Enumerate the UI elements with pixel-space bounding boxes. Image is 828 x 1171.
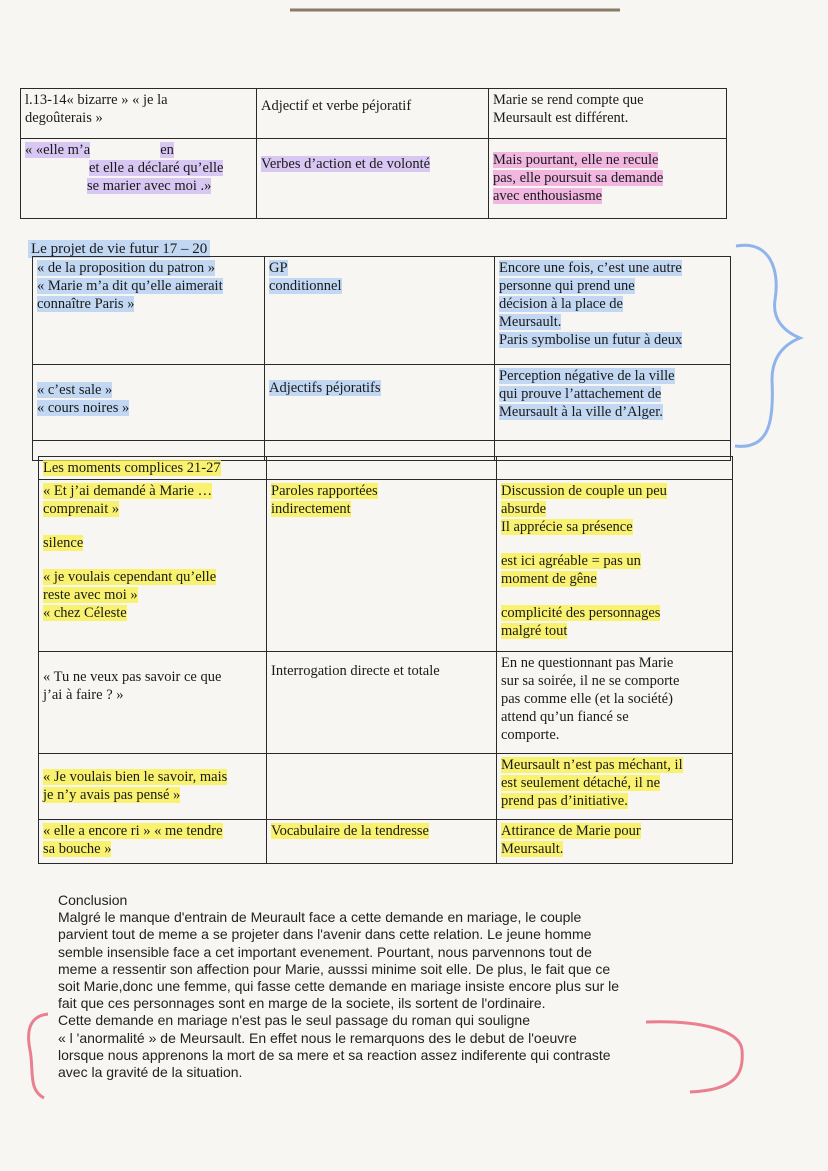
citation-line: comprenait » <box>43 501 120 517</box>
interpretation-line: Il apprécie sa présence <box>501 519 633 535</box>
interpretation-line: Perception négative de la ville <box>499 368 675 384</box>
interpretation-line: En ne questionnant pas Marie <box>501 655 674 671</box>
interpretation-line: est ici agréable = pas un <box>501 553 641 569</box>
procede-text: Interrogation directe et totale <box>271 663 440 679</box>
citation-line: connaître Paris » <box>37 296 135 312</box>
citation-cell <box>33 257 265 365</box>
conclusion-line: meme a ressentir son affection pour Marie, ausssi minime soit elle. De plus, le fait que ce <box>58 960 611 977</box>
citation-line: « Et j’ai demandé à Marie … <box>43 483 213 499</box>
interpretation-line: prend pas d’initiative. <box>501 793 628 809</box>
citation-line: « elle a encore ri » « me tendre <box>43 823 223 839</box>
conclusion-line: semble insensible face a cet important evenement. Pourtant, nous parvennons tout de <box>58 943 592 960</box>
interpretation-line: Meursault. <box>501 841 564 857</box>
procede-cell <box>267 652 497 754</box>
conclusion-line: lorsque nous apprenons la mort de sa mere et sa reaction assez indiferente qui contraste <box>58 1046 611 1063</box>
pink-bracket-left-icon <box>29 1014 48 1098</box>
empty-cell <box>267 457 497 480</box>
analysis-table-2 <box>32 256 731 461</box>
citation-line: « Je voulais bien le savoir, mais <box>43 769 228 785</box>
table-row <box>21 139 727 219</box>
citation-line: degoûterais » <box>25 110 103 126</box>
citation-line: j’ai à faire ? » <box>43 687 124 703</box>
section-title-moments: Les moments complices 21-27 <box>43 460 221 476</box>
interpretation-line: moment de gêne <box>501 571 597 587</box>
interpretation-line: Paris symbolise un futur à deux <box>499 332 683 348</box>
interpretation-line: Meursault. <box>499 314 562 330</box>
procede-cell <box>257 89 489 139</box>
citation-line: « chez Céleste <box>43 605 127 621</box>
conclusion-line: parvient tout de meme a se projeter dans l'avenir dans cette relation. Le jeune homme <box>58 926 592 943</box>
citation-line: « c’est sale » <box>37 382 113 398</box>
citation-cell <box>39 652 267 754</box>
analysis-table-3 <box>38 456 733 864</box>
procede-cell <box>265 365 495 441</box>
conclusion-line: soit Marie,donc une femme, qui fasse cette demande en mariage insiste encore plus sur le <box>58 978 620 995</box>
citation-cell <box>21 139 257 219</box>
interpretation-line: Mais pourtant, elle ne recule <box>493 152 659 168</box>
citation-cell <box>21 89 257 139</box>
conclusion-line: « l 'anormalité » de Meursault. En effet nous le remarquons des le debut de l'oeuvre <box>58 1029 577 1046</box>
table-row <box>39 480 733 652</box>
conclusion-line: avec la gravité de la situation. <box>58 1064 243 1081</box>
table-row <box>39 754 733 820</box>
conclusion-line: fait que ces personnages sont en marge de la societe, ils sortent de l'ordinaire. <box>58 995 546 1012</box>
procede-cell <box>267 480 497 652</box>
table-row <box>39 652 733 754</box>
procede-text: Adjectif et verbe péjoratif <box>261 98 412 114</box>
conclusion-line: Cette demande en mariage n'est pas le seul passage du roman qui souligne <box>58 1012 530 1029</box>
interpretation-cell <box>495 365 731 441</box>
citation-line: sa bouche » <box>43 841 112 857</box>
citation-line: « de la proposition du patron » <box>37 260 216 276</box>
interpretation-line: qui prouve l’attachement de <box>499 386 662 402</box>
interpretation-cell <box>495 257 731 365</box>
interpretation-line: pas, elle poursuit sa demande <box>493 170 664 186</box>
interpretation-line: malgré tout <box>501 623 568 639</box>
citation-line: l.13-14« bizarre » « je la <box>25 92 168 108</box>
interpretation-line: Encore une fois, c’est une autre <box>499 260 682 276</box>
interpretation-line: personne qui prend une <box>499 278 635 294</box>
citation-cell <box>33 365 265 441</box>
interpretation-line: Meursault à la ville d’Alger. <box>499 404 663 420</box>
interpretation-line: absurde <box>501 501 547 517</box>
procede-cell <box>267 820 497 864</box>
empty-cell <box>497 457 733 480</box>
interpretation-line: pas comme elle (et la société) <box>501 691 673 707</box>
citation-line: silence <box>43 535 84 551</box>
interpretation-line: Meursault est différent. <box>493 110 629 126</box>
interpretation-line: Meursault n’est pas méchant, il <box>501 757 683 773</box>
conclusion-line: Malgré le manque d'entrain de Meurault face a cette demande en mariage, le couple <box>58 909 582 926</box>
interpretation-cell <box>497 480 733 652</box>
conclusion-block <box>58 892 748 1081</box>
interpretation-cell <box>497 820 733 864</box>
procede-text: indirectement <box>271 501 351 517</box>
analysis-table-1 <box>20 88 727 219</box>
procede-text: Paroles rapportées <box>271 483 378 499</box>
table-row <box>39 820 733 864</box>
interpretation-line: avec enthousiasme <box>493 188 603 204</box>
procede-text: Verbes d’action et de volonté <box>261 156 431 172</box>
citation-cell <box>39 480 267 652</box>
citation-line: en <box>160 142 174 158</box>
citation-line: « cours noires » <box>37 400 130 416</box>
blue-bracket-icon <box>735 245 800 446</box>
conclusion-title: Conclusion <box>58 892 128 908</box>
interpretation-cell <box>497 652 733 754</box>
interpretation-line: attend qu’un fiancé se <box>501 709 629 725</box>
citation-line: je n’y avais pas pensé » <box>43 787 181 803</box>
citation-cell <box>39 754 267 820</box>
citation-cell <box>39 820 267 864</box>
section-title-cell <box>39 457 267 480</box>
interpretation-line: décision à la place de <box>499 296 623 312</box>
procede-cell <box>257 139 489 219</box>
interpretation-line: comporte. <box>501 727 560 743</box>
interpretation-line: Discussion de couple un peu <box>501 483 667 499</box>
interpretation-line: Attirance de Marie pour <box>501 823 641 839</box>
procede-text: Adjectifs péjoratifs <box>269 380 381 396</box>
interpretation-line: est seulement détaché, il ne <box>501 775 661 791</box>
interpretation-line: complicité des personnages <box>501 605 661 621</box>
interpretation-cell <box>489 89 727 139</box>
interpretation-line: Marie se rend compte que <box>493 92 644 108</box>
citation-line: se marier avec moi .» <box>87 178 212 194</box>
citation-line: « «elle m’a <box>25 142 91 158</box>
procede-cell <box>265 257 495 365</box>
interpretation-line: sur sa soirée, il ne se comporte <box>501 673 680 689</box>
procede-text: Vocabulaire de la tendresse <box>271 823 429 839</box>
citation-line: et elle a déclaré qu’elle <box>89 160 224 176</box>
procede-text: GP <box>269 260 288 276</box>
interpretation-cell <box>497 754 733 820</box>
procede-text: conditionnel <box>269 278 342 294</box>
table-row-title <box>39 457 733 480</box>
procede-cell <box>267 754 497 820</box>
citation-line: « Tu ne veux pas savoir ce que <box>43 669 222 685</box>
citation-line: reste avec moi » <box>43 587 138 603</box>
table-row <box>21 89 727 139</box>
table-row <box>33 365 731 441</box>
interpretation-cell <box>489 139 727 219</box>
citation-line: « Marie m’a dit qu’elle aimerait <box>37 278 223 294</box>
citation-line: « je voulais cependant qu’elle <box>43 569 217 585</box>
section-title-projet: Le projet de vie futur 17 – 20 <box>28 240 210 258</box>
table-row <box>33 257 731 365</box>
